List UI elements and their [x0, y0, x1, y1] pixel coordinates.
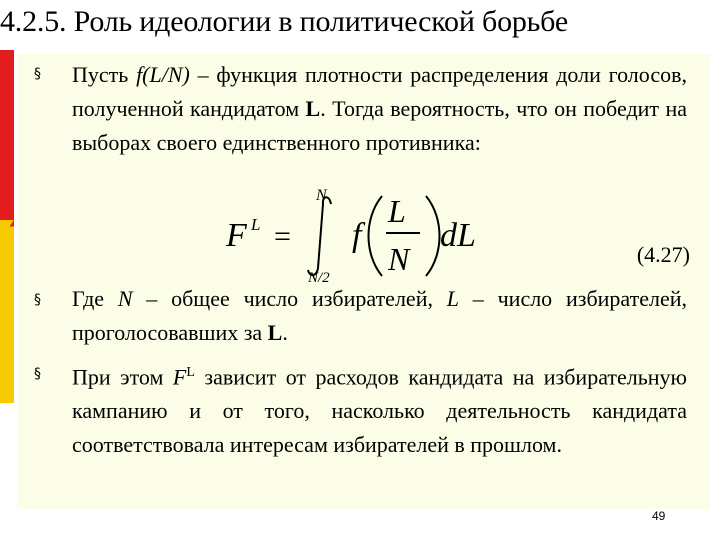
equation-number: (4.27) — [636, 242, 690, 267]
bullet-marker: § — [34, 292, 41, 308]
paragraph-density-function — [72, 58, 687, 160]
bullet-marker: § — [34, 66, 41, 82]
formula-differential: dL — [440, 217, 476, 254]
paragraph-definitions — [72, 282, 687, 350]
text-segment: – общее число избирателей, — [132, 286, 447, 311]
left-parenthesis — [369, 196, 383, 276]
text-segment: При этом — [72, 364, 173, 390]
formula-lhs: F — [226, 217, 247, 254]
text-segment: Пусть — [72, 62, 137, 87]
candidate-label: L — [267, 320, 283, 345]
fraction-denominator: N — [388, 241, 410, 277]
integral-lower-limit: N/2 — [308, 270, 330, 284]
variable-f: F — [172, 364, 187, 390]
formula-equals: = — [274, 220, 291, 253]
variable-superscript: L — [186, 365, 195, 380]
right-parenthesis — [426, 196, 440, 276]
decorative-accent-bar — [0, 50, 14, 540]
function-notation: f(L/N) — [136, 62, 190, 87]
paragraph-dependence — [72, 356, 687, 462]
fraction-numerator: L — [388, 193, 406, 229]
formula-function: f — [352, 217, 362, 254]
text-segment: . — [282, 320, 288, 345]
text-segment: Где — [72, 286, 118, 311]
integral-upper-limit: N — [316, 188, 327, 204]
variable-l: L — [446, 286, 460, 311]
slide-title: 4.2.5. Роль идеологии в политической борьбе — [0, 5, 568, 38]
variable-n: N — [117, 286, 133, 311]
text-segment: . Тогда вероятность, что он победит на выборах своего единственного противника: — [72, 96, 687, 155]
text-segment: – число избирателей, проголосовавших за — [72, 286, 688, 345]
bullet-marker: § — [34, 366, 41, 382]
text-segment: – функция плотности распределения доли голосов, полученной кандидатом — [72, 62, 687, 121]
page-number: 49 — [652, 509, 666, 523]
formula-lhs-superscript: L — [251, 215, 261, 234]
text-segment: зависит от расходов кандидата на избирательную кампанию и от того, насколько деятельность кандидата соответствовала интересам избирателей в прошлом. — [72, 364, 687, 458]
candidate-label: L — [305, 96, 321, 121]
probability-formula — [226, 188, 486, 284]
integral-sign — [308, 197, 331, 275]
